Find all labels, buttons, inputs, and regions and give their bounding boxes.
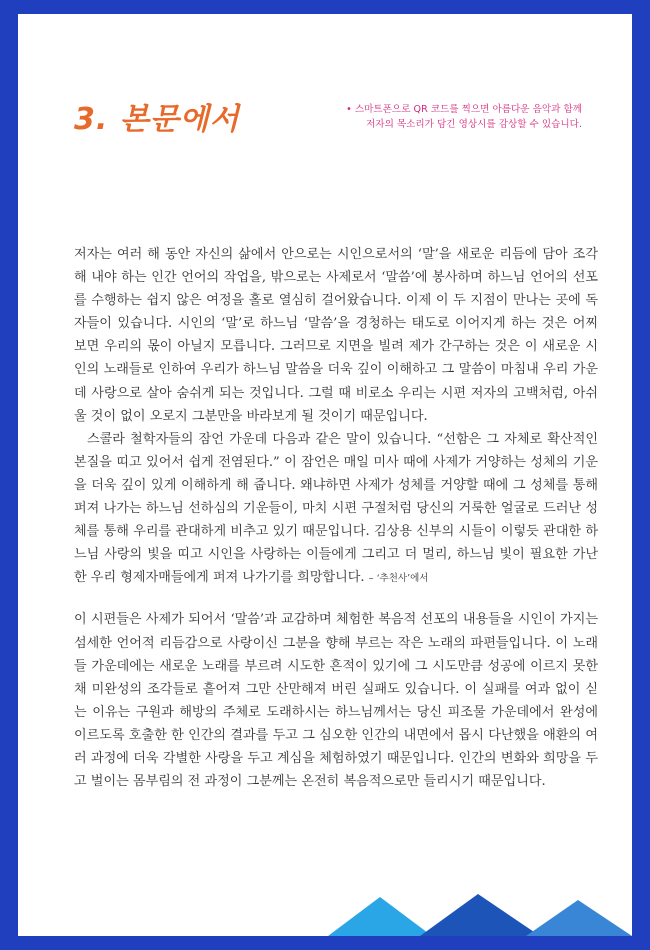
qr-note-line-1: • 스마트폰으로 QR 코드를 찍으면 아름다운 음악과 함께 [346,104,582,115]
mountain-decoration [328,894,632,936]
qr-note-line-2: 저자의 목소리가 담긴 영상시를 감상할 수 있습니다. [366,119,582,130]
page [18,14,632,936]
body-text [74,243,598,793]
mountain-left [328,897,432,936]
paragraph-2 [74,428,598,591]
paragraph-1: 저자는 여러 해 동안 자신의 삶에서 안으로는 시인으로서의 ‘말’을 새로운 리듬에 담아 조각해 내야 하는 인간 언어의 작업을, 밖으로는 사제로서 ‘말씀’에 봉사하며 하느님 언어의 선포를 수행하는 쉽지 않은 여정을 홀로 열심히 걸어왔습니다. 이제 이 두 지점이 만나는 곳에 독자들이 있습니다. 시인의 ‘말’로 하느님 ‘말씀’을 경청하는 태도로 이어지게 하는 것은 어찌 보면 우리의 몫이 아닐지 모릅니다. 그러므로 지면을 빌려 제가 간구하는 것은 이 새로운 시인의 노래들로 인하여 우리가 하느님 말씀을 더욱 깊이 이해하고 그 말씀이 마침내 우리 가운데 사랑으로 살아 숨쉬게 되는 것입니다. 그럴 때 비로소 우리는 시편 저자의 고백처럼, 아쉬울 것이 없이 오로지 그분만을 바라보게 될 것이기 때문입니다. [74,247,598,424]
mountain-center [420,894,540,936]
paragraph-3: 이 시편들은 사제가 되어서 ‘말씀’과 교감하며 체험한 복음적 선포의 내용들을 시인이 가지는 섬세한 언어적 리듬감으로 사랑이신 그분을 향해 부르는 작은 노래의 파편들입니다. 이 노래들 가운데에는 새로운 노래를 부르려 시도한 흔적이 있기에 그 시도만큼 성공에 이르지 못한 채 미완성의 조각들로 흩어져 그만 산만해져 버린 실패도 있습니다. 이 실패를 여과 없이 싣는 이유는 구원과 해방의 주체로 도래하시는 하느님께서는 당신 피조물 가운데에서 완성에 이르도록 호출한 한 인간의 결과를 두고 그 심오한 인간의 내면에서 몹시 다난했을 애환의 여러 과정에 더욱 각별한 사랑을 두고 계심을 체험하였기 때문입니다. 인간의 변화와 희망을 두고 벌이는 몸부림의 전 과정이 그분께는 온전히 복음적으로만 들리시기 때문입니다. [74,612,598,790]
paragraph-2-text: 스콜라 철학자들의 잠언 가운데 다음과 같은 말이 있습니다. “선함은 그 자체로 확산적인 본질을 띠고 있어서 쉽게 전염된다.” 이 잠언은 매일 미사 때에 사제가 거양하는 성체의 기운을 더욱 깊이 있게 이해하게 해 줍니다. 왜냐하면 사제가 성체를 거양할 때에 그 성체를 통해 퍼져 나가는 하느님 선하심의 기운들이, 마치 시편 구절처럼 당신의 거룩한 얼굴로 드러난 성체를 통해 우리를 관대하게 비추고 있기 때문입니다. 김상용 신부의 시들이 이렇듯 관대한 하느님 사랑의 빛을 띠고 시인을 사랑하는 이들에게 그리고 더 멀리, 하느님 빛이 필요한 가난한 우리 형제자매들에게 퍼져 나가기를 희망합니다. [74,431,598,586]
source-citation: – ‘추천사’에서 [368,573,429,585]
qr-note [282,102,582,132]
mountain-right [526,900,632,936]
section-heading: 3. 본문에서 [74,102,240,137]
